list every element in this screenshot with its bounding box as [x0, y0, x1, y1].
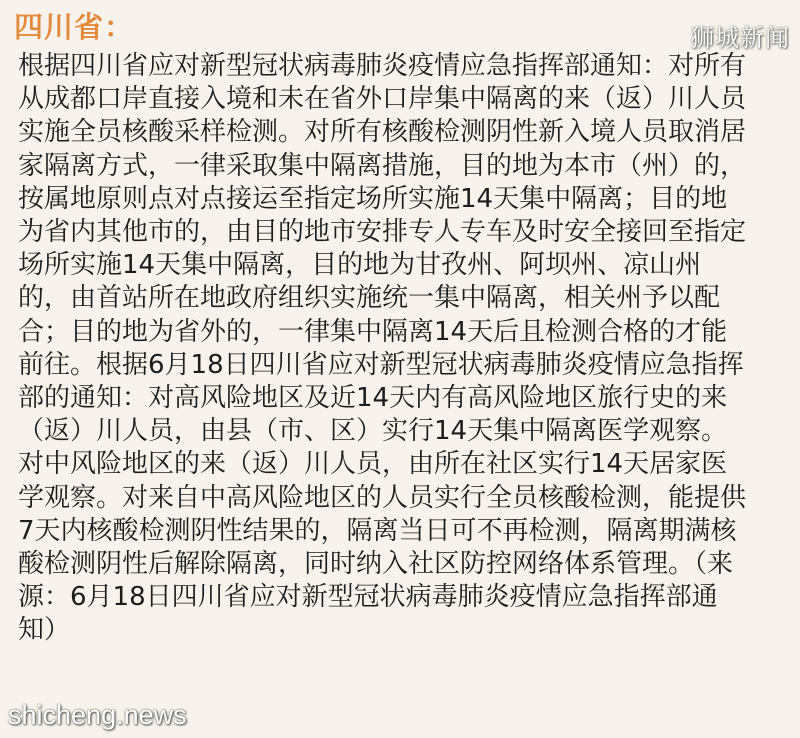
page-title: 四川省： — [14, 10, 135, 44]
notice-body-text: 根据四川省应对新型冠状病毒肺炎疫情应急指挥部通知：对所有 从成都口岸直接入境和未在省外口岸集中隔离的来（返）川人员 实施全员核酸采样检测。对所有核酸检测阴性新入境人员取消居 家隔离方式，一律采取集中隔离措施，目的地为本市（州）的， 按属地原则点对点接运至指定场所实施14天集中隔离；目的地 为省内其他市的，由目的地市安排专人专车及时安全接回至指定 场所实施14天集中隔离，目的地为甘孜州、阿坝州、凉山州 的，由首站所在地政府组织实施统一集中隔离，相关州予以配 合；目的地为省外的，一律集中隔离14天后且检测合格的才能 前往。根据6月18日四川省应对新型冠状病毒肺炎疫情应急指挥 部的通知：对高风险地区及近14天内有高风险地区旅行史的来 （返）川人员，由县（市、区）实行14天集中隔离医学观察。 对中风险地区的来（返）川人员，由所在社区实行14天居家医 学观察。对来自中高风险地区的人员实行全员核酸检测，能提供 7天内核酸检测阴性结果的，隔离当日可不再检测，隔离期满核 酸检测阴性后解除隔离，同时纳入社区防控网络体系管理。（来 源：6月18日四川省应对新型冠状病毒肺炎疫情应急指挥部通 知） — [18, 51, 747, 646]
watermark-logo-text: 狮城新闻 — [690, 24, 790, 52]
watermark-url: shicheng.news — [8, 700, 187, 730]
